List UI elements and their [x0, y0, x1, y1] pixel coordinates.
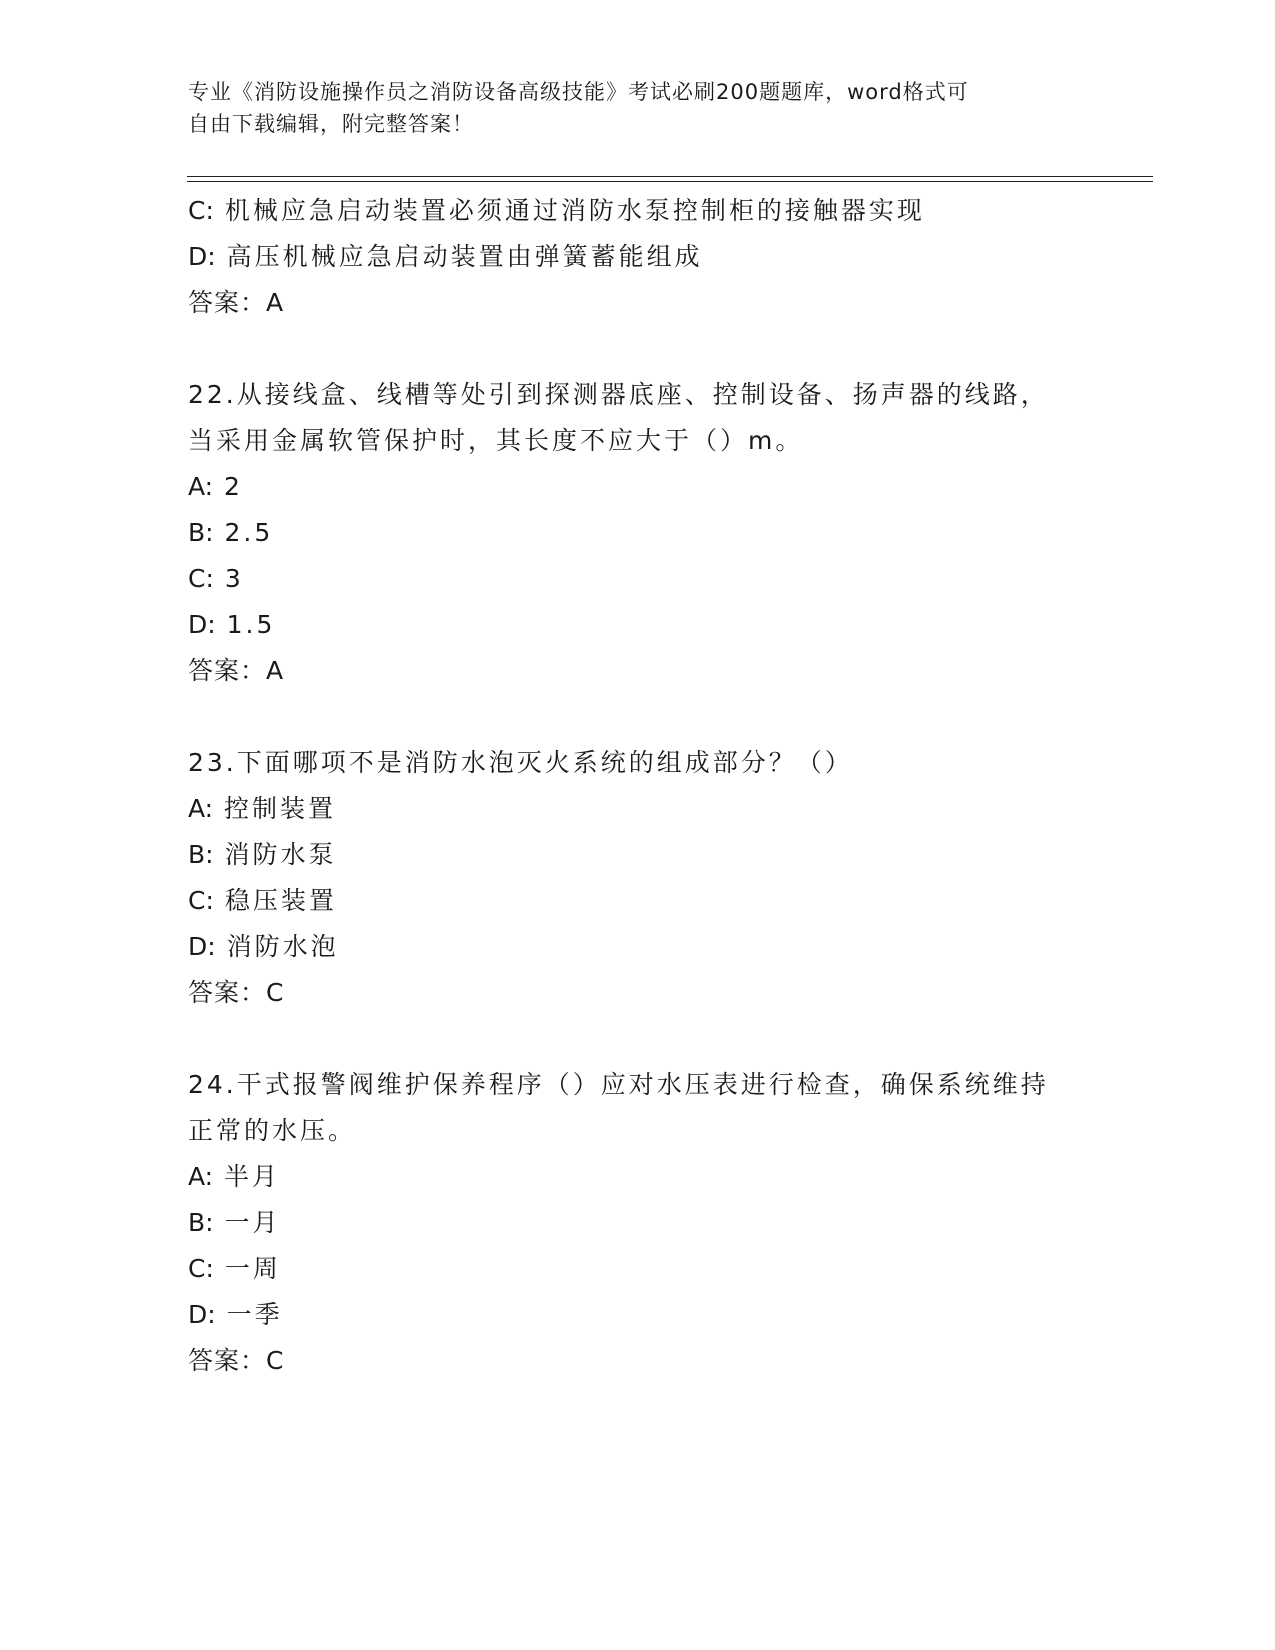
answer: [188, 280, 1088, 326]
question-22: [188, 372, 1088, 694]
option-text: 一季: [226, 1300, 283, 1329]
option-text: 3: [224, 564, 244, 593]
answer-label: 答案：: [188, 656, 267, 685]
option-text: 高压机械应急启动装置由弹簧蓄能组成: [226, 242, 703, 271]
option: [188, 602, 1088, 648]
answer-value: C: [266, 1346, 284, 1375]
spacer: [188, 1016, 1088, 1062]
option: [188, 188, 1088, 234]
option: [188, 234, 1088, 280]
option-letter: D:: [188, 610, 216, 639]
answer: [188, 970, 1088, 1016]
option-text: 半月: [224, 1162, 281, 1191]
question-24: [188, 1062, 1088, 1384]
option: [188, 832, 1088, 878]
option: [188, 1246, 1088, 1292]
option-letter: C:: [188, 1254, 214, 1283]
option-letter: C:: [188, 886, 214, 915]
header-divider: [187, 176, 1153, 177]
question-text: 23.下面哪项不是消防水泡灭火系统的组成部分？（）: [188, 748, 853, 777]
answer-value: A: [266, 656, 284, 685]
question-text: 22.从接线盒、线槽等处引到探测器底座、控制设备、扬声器的线路，: [188, 380, 1049, 409]
spacer: [188, 326, 1088, 372]
option: [188, 1292, 1088, 1338]
header-line: 自由下载编辑，附完整答案！: [188, 112, 474, 136]
answer: [188, 1338, 1088, 1384]
option-text: 1.5: [226, 610, 276, 639]
option-letter: C:: [188, 564, 214, 593]
question-text: 24.干式报警阀维护保养程序（）应对水压表进行检查，确保系统维持: [188, 1070, 1049, 1099]
option-letter: A:: [188, 472, 214, 501]
option: [188, 510, 1088, 556]
question-23: [188, 740, 1088, 1016]
option-letter: B:: [188, 1208, 214, 1237]
option: [188, 878, 1088, 924]
spacer: [188, 694, 1088, 740]
option: [188, 786, 1088, 832]
option: [188, 1154, 1088, 1200]
option-letter: D:: [188, 1300, 216, 1329]
option-text: 消防水泡: [226, 932, 339, 961]
previous-question-tail: [188, 188, 1088, 326]
question-list: [188, 188, 1088, 1384]
question-text: 正常的水压。: [188, 1116, 357, 1145]
option-text: 控制装置: [224, 794, 337, 823]
question-text: 当采用金属软管保护时，其长度不应大于（）m。: [188, 426, 804, 455]
option-letter: A:: [188, 1162, 214, 1191]
answer-label: 答案：: [188, 288, 267, 317]
answer-label: 答案：: [188, 1346, 267, 1375]
document-header: [188, 76, 1068, 140]
option-text: 2: [224, 472, 243, 501]
option-letter: A:: [188, 794, 214, 823]
answer-value: C: [266, 978, 284, 1007]
option-text: 稳压装置: [224, 886, 337, 915]
option: [188, 1200, 1088, 1246]
answer-label: 答案：: [188, 978, 267, 1007]
answer: [188, 648, 1088, 694]
option-text: 2.5: [224, 518, 274, 547]
option: [188, 556, 1088, 602]
option-letter: C:: [188, 196, 214, 225]
header-line: 专业《消防设施操作员之消防设备高级技能》考试必刷200题题库，word格式可: [188, 80, 969, 104]
option: [188, 464, 1088, 510]
answer-value: A: [266, 288, 284, 317]
option-letter: B:: [188, 518, 214, 547]
option-text: 一周: [224, 1254, 281, 1283]
option-text: 一月: [224, 1208, 281, 1237]
option-text: 消防水泵: [224, 840, 337, 869]
header-divider: [187, 181, 1153, 182]
option-letter: D:: [188, 242, 216, 271]
option: [188, 924, 1088, 970]
option-letter: B:: [188, 840, 214, 869]
option-text: 机械应急启动装置必须通过消防水泵控制柜的接触器实现: [224, 196, 925, 225]
option-letter: D:: [188, 932, 216, 961]
